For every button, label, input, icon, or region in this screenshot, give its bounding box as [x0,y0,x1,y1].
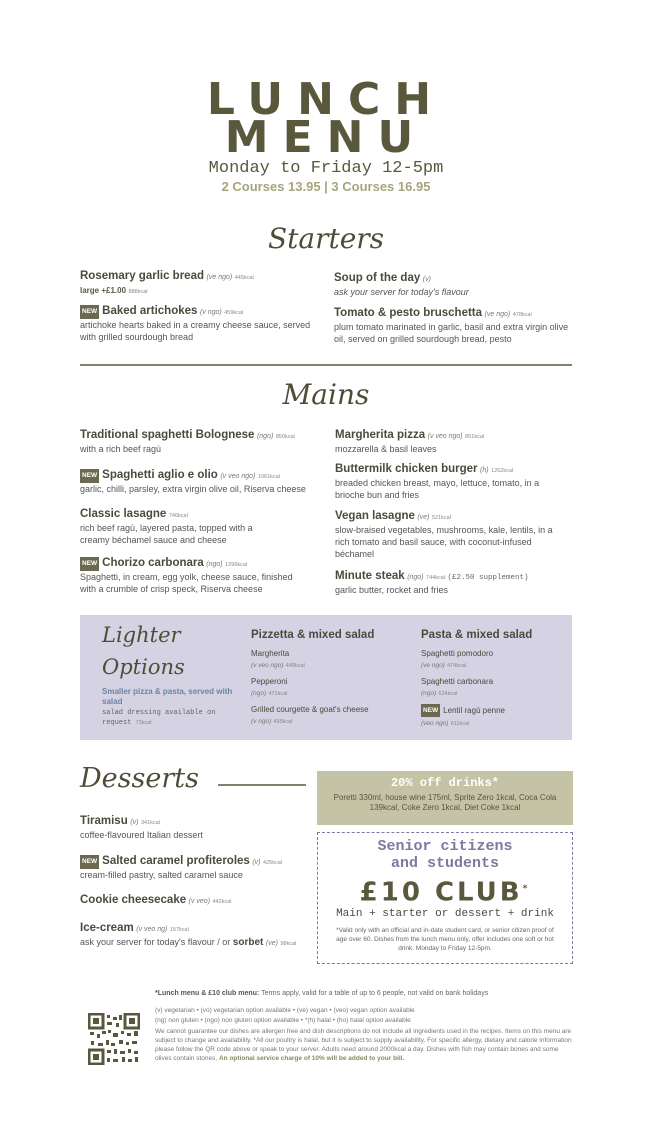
menu-title-line2: MENU [224,112,428,163]
starter-item: Tomato & pesto bruschetta (ve ngo) 478kcal plum tomato marinated in garlic, basil and extra virgin olive oil, served on grilled sourdough bread, pesto [334,307,569,344]
divider [218,784,306,786]
main-item: NEW Spaghetti aglio e olio (v veo ngo) 1061kcal garlic, chilli, parsley, extra virgin olive oil, Riserva cheese [80,469,306,494]
lighter-heading-line1: Lighter [102,623,181,647]
new-badge: NEW [80,557,99,571]
pasta-item: Spaghetti pomodoro (ve ngo) 474kcal [421,649,494,669]
main-item: Buttermilk chicken burger (h) 1262kcal breaded chicken breast, mayo, lettuce, tomato, in a brioche bun and fries [335,463,540,500]
qr-code-icon[interactable] [88,1013,140,1065]
club-line2: and students [390,855,500,872]
club-price: £10 CLUB* [359,877,531,908]
footer-legend-1: (v) vegetarian • (vo) vegetarian option available • (ve) vegan • (veo) vegan option available [155,1007,415,1014]
main-item: Minute steak (ngo) 744kcal (£2.50 supplement) garlic butter, rocket and fries [335,570,529,595]
club-deal: Main + starter or dessert + drink [336,907,554,920]
new-badge: NEW [80,469,99,483]
drinks-offer-panel [317,771,573,825]
main-item: Classic lasagne 746kcal rich beef ragù, layered pasta, topped with a creamy béchamel sauce and cheese [80,508,253,545]
club-line1: Senior citizens [377,838,513,855]
menu-pricing: 2 Courses 13.95 | 3 Courses 16.95 [221,179,431,194]
starter-item: NEW Baked artichokes (v ngo) 459kcal artichoke hearts baked in a creamy cheese sauce, served with grilled sourdough bread [80,305,311,342]
desserts-heading: Desserts [80,763,199,794]
pizzetta-heading: Pizzetta & mixed salad [251,629,375,641]
lighter-dressing-note: salad dressing available on request 73kcal [102,709,216,727]
dessert-item: NEW Salted caramel profiteroles (v) 425kcal cream-filled pastry, salted caramel sauce [80,855,282,880]
lighter-note: Smaller pizza & pasta, served with salad [102,687,233,706]
new-badge: NEW [421,704,440,717]
main-item: Traditional spaghetti Bolognese (ngo) 850kcal with a rich beef ragù [80,429,295,454]
lighter-options-panel [80,615,572,740]
drinks-desc: Poretti 330ml, house wine 175ml, Sprite Zero 1kcal, Coca Cola 139kcal, Coke Zero 1kcal, Diet Coke 1kcal [333,793,557,812]
pasta-item: Spaghetti carbonara (ngo) 624kcal [421,677,494,697]
lighter-heading-line2: Options [102,655,185,679]
dessert-item: Ice-cream (v veo ng) 157kcal ask your server for today's flavour / or sorbet (ve) 98kcal [80,922,297,948]
menu-title-line1: LUNCH [206,74,446,125]
ten-pound-club-panel [317,832,573,964]
starters-heading: Starters [267,222,385,255]
menu-hours: Monday to Friday 12-5pm [208,159,444,178]
pasta-item: NEW Lentil ragù penne (veo ngo) 611kcal [421,706,505,727]
pizzetta-item: Margherita (v veo ngo) 449kcal [251,649,305,669]
main-item: Vegan lasagne (ve) 521kcal slow-braised vegetables, mushrooms, kale, lentils, in a rich tomato and basil sauce, with coconut-infused béchamel [335,510,553,559]
dessert-item: Cookie cheesecake (v veo) 442kcal [80,894,232,906]
mains-heading: Mains [282,378,370,411]
starter-item: Rosemary garlic bread (ve ngo) 445kcal large +£1.00 888kcal [80,270,254,295]
dessert-item: Tiramisu (v) 341kcal coffee-flavoured Italian dessert [80,815,203,840]
new-badge: NEW [80,855,99,869]
main-item: Margherita pizza (v veo ngo) 851kcal mozzarella & basil leaves [335,429,485,454]
new-badge: NEW [80,305,99,319]
main-item: NEW Chorizo carbonara (ngo) 1296kcal Spaghetti, in cream, egg yolk, cheese sauce, finished with a crumble of crisp speck, Riserva cheese [80,557,293,594]
footer-disclaimer: We cannot guarantee our dishes are allergen free and dish descriptions do not include all ingredients used in the recipes. Items on this menu are subject to change and availability. *All our poultry is halal, but it is subject to supply availability. For specific allergy, dietary and calorie information please follow the QR code above or speak to your server. Adults need around 2000kcal a day. Dishes with fish may contain bones and some olives contain stones. An optional service charge of 10% will be added to your bill. [155,1028,572,1062]
pizzetta-item: Pepperoni (ngo) 471kcal [251,677,288,697]
starter-item: Soup of the day (v) ask your server for today's flavour [334,272,469,297]
drinks-heading: 20% off drinks* [390,776,500,790]
pizzetta-item: Grilled courgette & goat's cheese (v ngo) 495kcal [251,705,369,725]
club-terms: *Valid only with an official and in-date student card, or senior citizen proof of age over 60. Dishes from the lunch menu only, offer includes one soft or hot drink. Monday to Friday 12-5pm. [336,926,554,952]
pasta-heading: Pasta & mixed salad [421,629,533,641]
footer-terms: *Lunch menu & £10 club menu: Terms apply, valid for a table of up to 6 people, not valid on bank holidays [155,990,489,997]
footer-legend-2: (ng) non gluten • (ngo) non gluten option available • *(h) halal • (ho) halal option available [155,1017,411,1024]
divider [80,364,572,366]
